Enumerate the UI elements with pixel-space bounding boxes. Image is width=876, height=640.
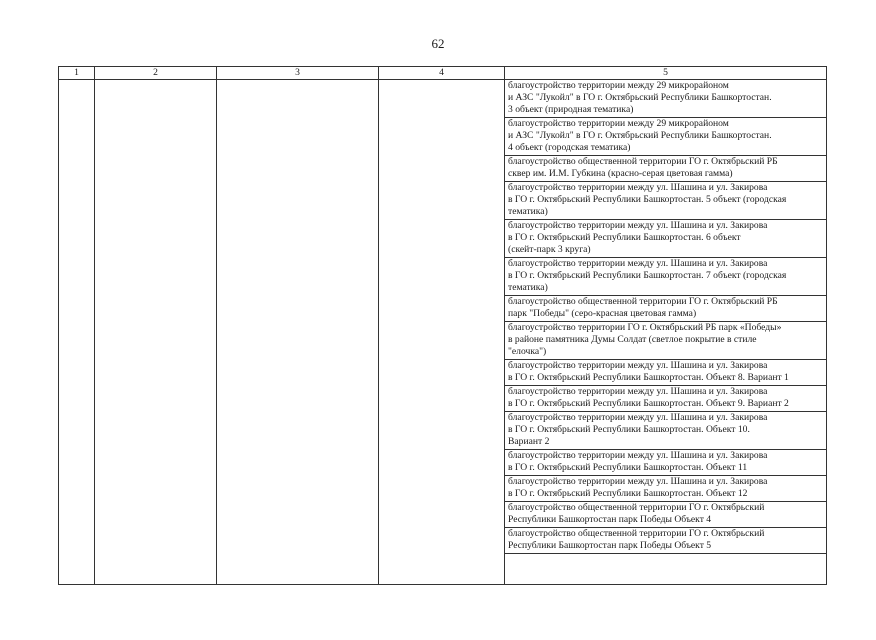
- header-row: [59, 67, 827, 80]
- empty-cell-col-2: [95, 80, 217, 585]
- entry-cell: благоустройство общественной территории ГО г. Октябрьский Республики Башкортостан парк Победы Объект 5: [505, 528, 827, 554]
- page-number: 62: [431, 36, 445, 51]
- entry-cell: благоустройство территории между ул. Шашина и ул. Закирова в ГО г. Октябрьский Республики Башкортостан. Объект 10. Вариант 2: [505, 412, 827, 450]
- entry-cell: благоустройство территории между ул. Шашина и ул. Закирова в ГО г. Октябрьский Республики Башкортостан. Объект 11: [505, 450, 827, 476]
- entry-cell: благоустройство общественной территории ГО г. Октябрьский РБ парк "Победы" (серо-красная цветовая гамма): [505, 296, 827, 322]
- data-table: [58, 66, 827, 585]
- entry-cell: благоустройство территории между ул. Шашина и ул. Закирова в ГО г. Октябрьский Республики Башкортостан. Объект 9. Вариант 2: [505, 386, 827, 412]
- entry-cell: благоустройство территории между ул. Шашина и ул. Закирова в ГО г. Октябрьский Республики Башкортостан. Объект 8. Вариант 1: [505, 360, 827, 386]
- table-row: [59, 80, 827, 118]
- entry-cell: благоустройство территории между ул. Шашина и ул. Закирова в ГО г. Октябрьский Республики Башкортостан. Объект 12: [505, 476, 827, 502]
- entry-cell: благоустройство территории между ул. Шашина и ул. Закирова в ГО г. Октябрьский Республики Башкортостан. 5 объект (городская тематика): [505, 182, 827, 220]
- column-header-5: 5: [505, 67, 827, 80]
- empty-cell-col-3: [217, 80, 379, 585]
- entry-cell: благоустройство территории между ул. Шашина и ул. Закирова в ГО г. Октябрьский Республики Башкортостан. 6 объект (скейт-парк 3 круга): [505, 220, 827, 258]
- column-header-4: 4: [379, 67, 505, 80]
- empty-cell-col-4: [379, 80, 505, 585]
- entry-cell: благоустройство общественной территории ГО г. Октябрьский Республики Башкортостан парк Победы Объект 4: [505, 502, 827, 528]
- entry-cell: благоустройство общественной территории ГО г. Октябрьский РБ сквер им. И.М. Губкина (красно-серая цветовая гамма): [505, 156, 827, 182]
- entry-cell: благоустройство территории между 29 микрорайоном и АЗС "Лукойл" в ГО г. Октябрьский Республики Башкортостан. 3 объект (природная тематика): [505, 80, 827, 118]
- empty-entry-cell: [505, 554, 827, 585]
- entry-cell: благоустройство территории между ул. Шашина и ул. Закирова в ГО г. Октябрьский Республики Башкортостан. 7 объект (городская тематика): [505, 258, 827, 296]
- column-header-1: 1: [59, 67, 95, 80]
- column-header-3: 3: [217, 67, 379, 80]
- entry-cell: благоустройство территории между 29 микрорайоном и АЗС "Лукойл" в ГО г. Октябрьский Республики Башкортостан. 4 объект (городская тематика): [505, 118, 827, 156]
- entry-cell: благоустройство территории ГО г. Октябрьский РБ парк «Победы» в районе памятника Думы Солдат (светлое покрытие в стиле "елочка"): [505, 322, 827, 360]
- empty-cell-col-1: [59, 80, 95, 585]
- table-body: [59, 80, 827, 585]
- column-header-2: 2: [95, 67, 217, 80]
